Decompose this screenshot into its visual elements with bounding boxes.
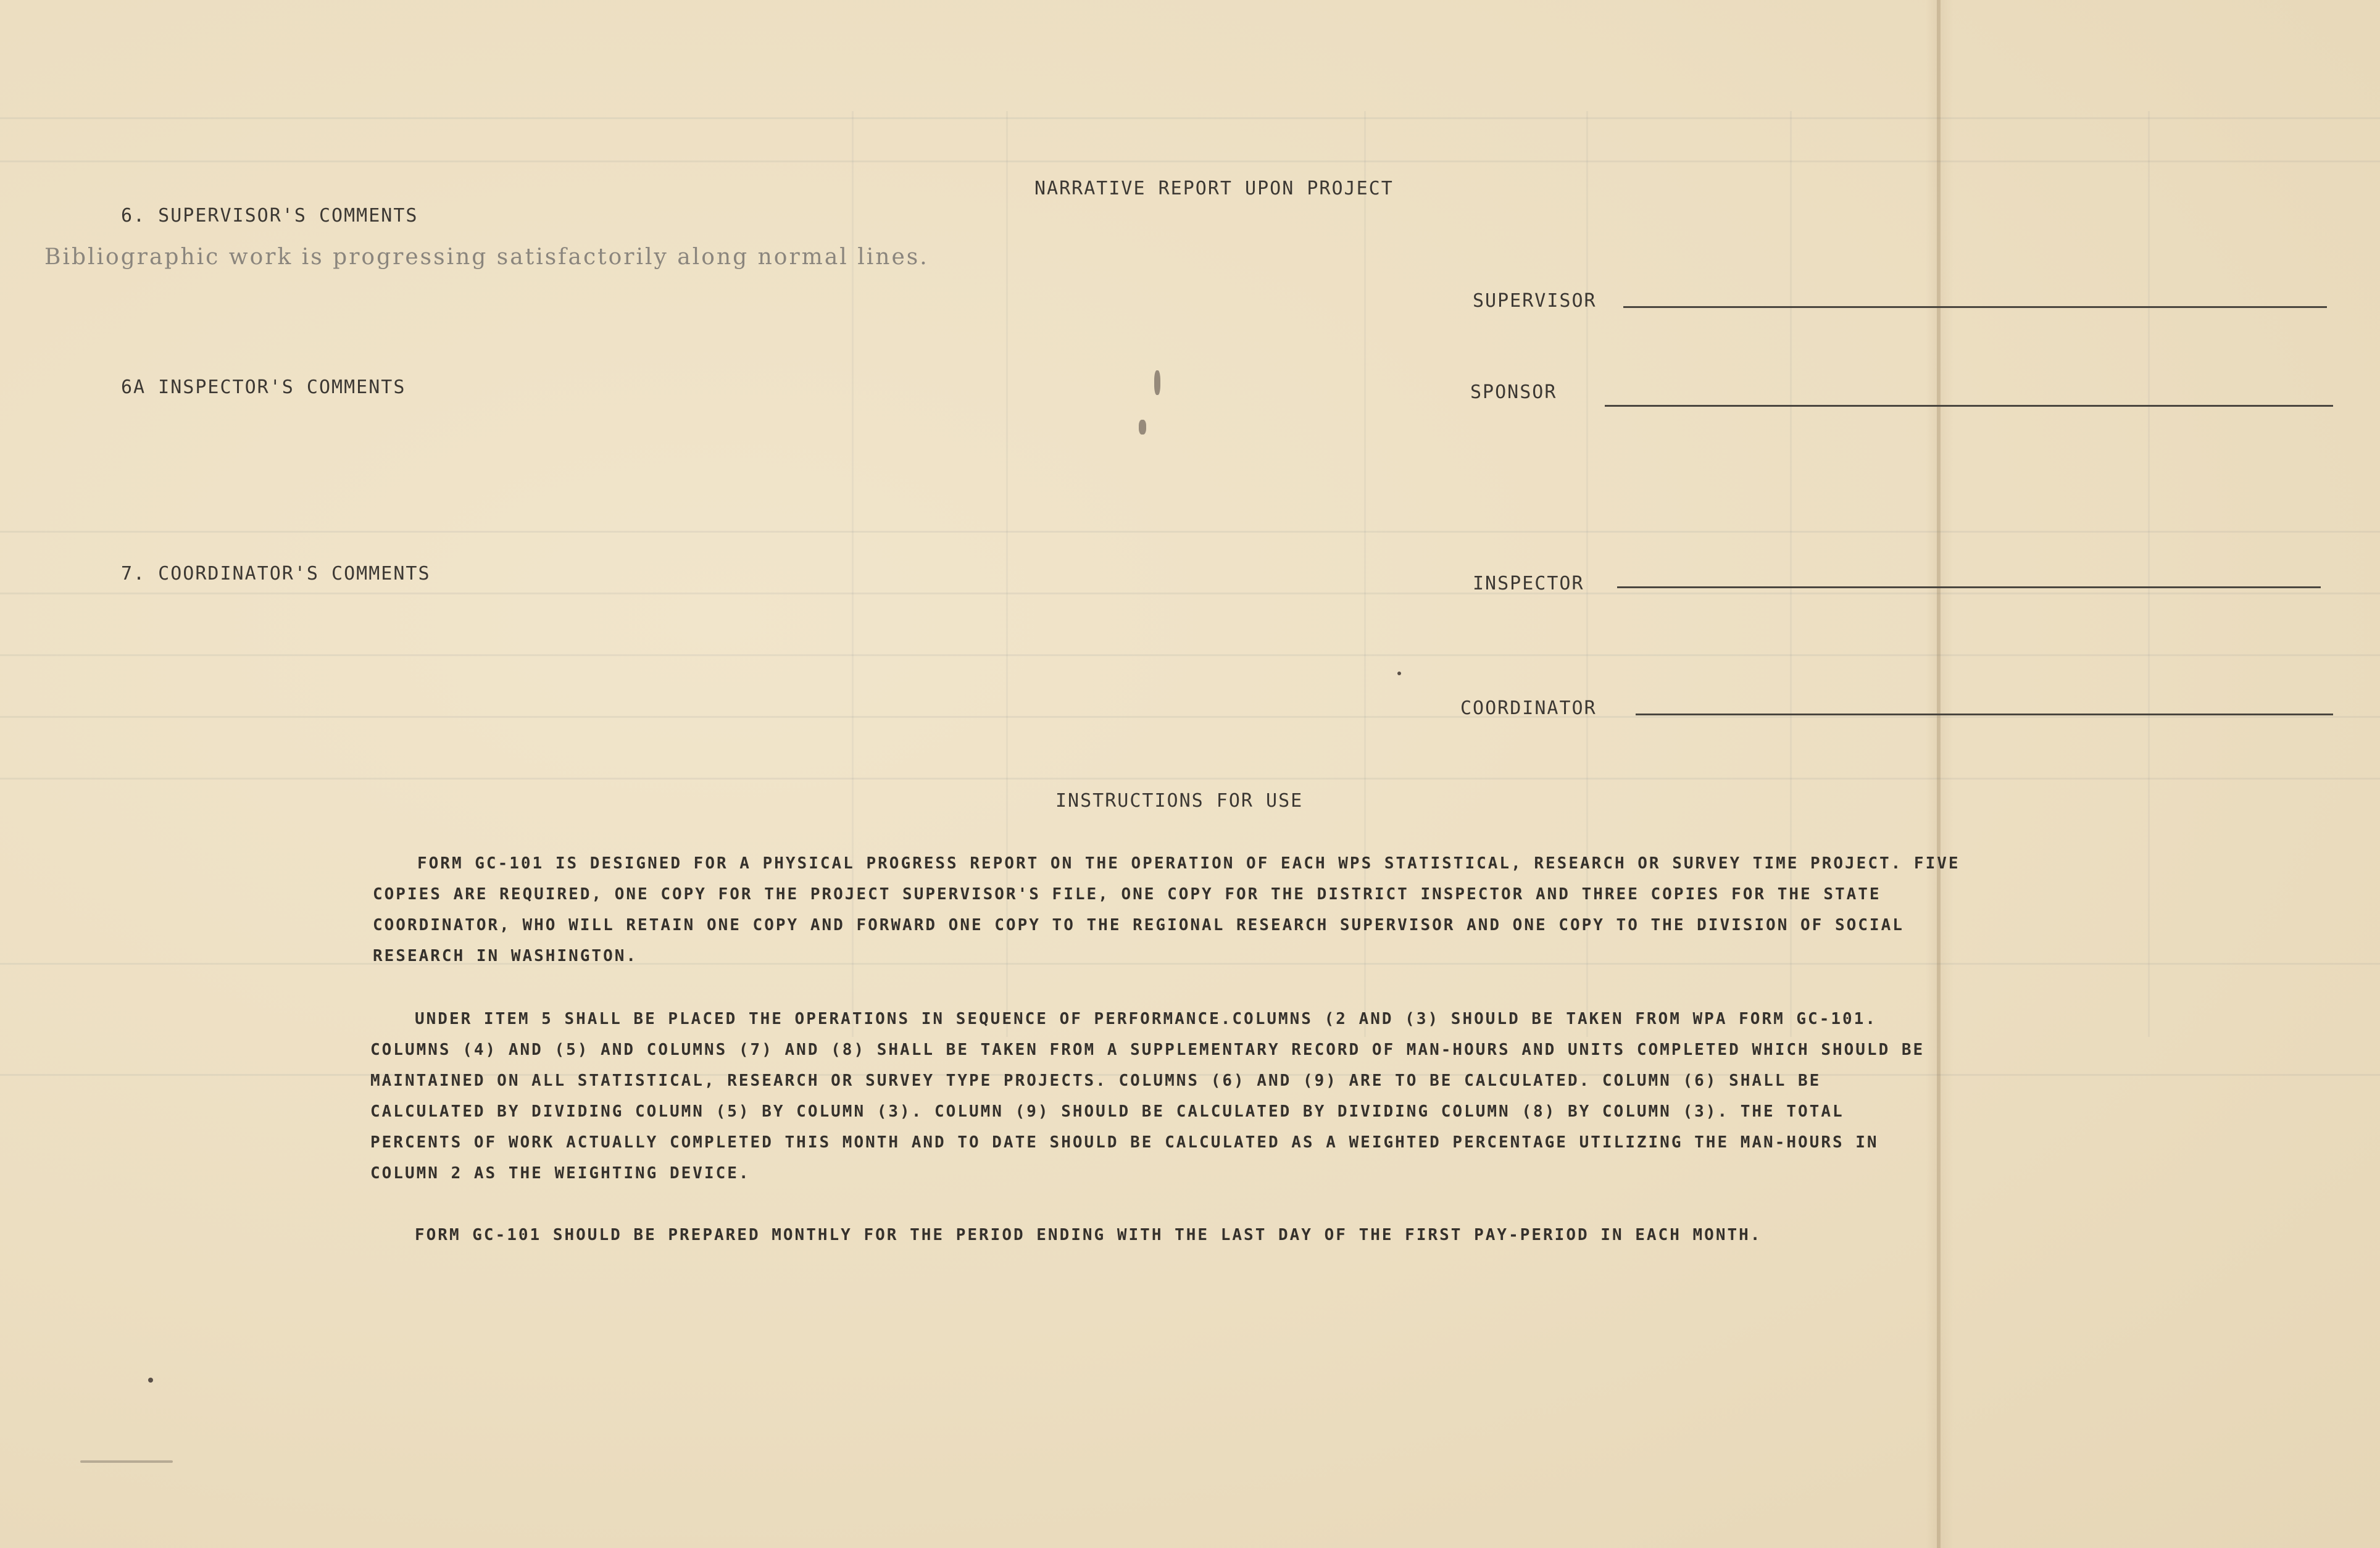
show-through-line — [0, 778, 2380, 780]
paper-speck — [80, 1460, 173, 1463]
inspector-signature-label: INSPECTOR — [1473, 573, 1584, 594]
page-title: NARRATIVE REPORT UPON PROJECT — [1034, 178, 1394, 199]
show-through-line — [0, 716, 2380, 718]
coordinator-signature-label: COORDINATOR — [1460, 697, 1597, 719]
sponsor-signature-label: SPONSOR — [1470, 381, 1557, 403]
coordinator-comments-label: 7. COORDINATOR'S COMMENTS — [121, 563, 431, 585]
supervisor-comments-label: 6. SUPERVISOR'S COMMENTS — [121, 205, 418, 227]
instructions-paragraph-3: FORM GC-101 SHOULD BE PREPARED MONTHLY FOR THE PERIOD ENDING WITH THE LAST DAY OF THE FIRST PAY-PERIOD IN EACH MONTH. — [415, 1226, 1762, 1244]
show-through-line — [0, 160, 2380, 162]
paper-speck — [1397, 672, 1401, 675]
show-through-line — [2148, 111, 2150, 1037]
paper-fold — [1937, 0, 1941, 1548]
paper-speck — [148, 1378, 153, 1383]
show-through-line — [0, 654, 2380, 656]
inspector-signature-line[interactable] — [1617, 586, 2321, 588]
coordinator-signature-line[interactable] — [1636, 714, 2333, 715]
supervisor-comment-text: Bibliographic work is progressing satisfactorily along normal lines. — [44, 244, 929, 270]
instructions-paragraph-2: UNDER ITEM 5 SHALL BE PLACED THE OPERATIONS IN SEQUENCE OF PERFORMANCE.COLUMNS (2 AND (3) SHOULD BE TAKEN FROM WPA FORM GC-101. COLUMNS (4) AND (5) AND COLUMNS (7) AND (8) SHALL BE TAKEN FROM A SUPPLEMENTARY RECORD OF MAN-HOURS AND UNITS COMPLETED WHICH SHOULD BE MAINTAINED ON ALL STATISTICAL, RESEARCH OR SURVEY TYPE PROJECTS. COLUMNS (6) AND (9) ARE TO BE CALCULATED. COLUMN (6) SHALL BE CALCULATED BY DIVIDING COLUMN (5) BY COLUMN (3). COLUMN (9) SHOULD BE CALCULATED BY DIVIDING COLUMN (8) BY COLUMN (3). THE TOTAL PERCENTS OF WORK ACTUALLY COMPLETED THIS MONTH AND TO DATE SHOULD BE CALCULATED AS A WEIGHTED PERCENTAGE UTILIZING THE MAN-HOURS IN COLUMN 2 AS THE WEIGHTING DEVICE. — [370, 1010, 1925, 1183]
show-through-line — [0, 531, 2380, 533]
paper-speck — [1154, 370, 1160, 395]
supervisor-signature-label: SUPERVISOR — [1473, 290, 1597, 312]
instructions-heading: INSTRUCTIONS FOR USE — [1055, 790, 1304, 812]
supervisor-signature-line[interactable] — [1623, 306, 2327, 308]
instructions-paragraph-1: FORM GC-101 IS DESIGNED FOR A PHYSICAL PROGRESS REPORT ON THE OPERATION OF EACH WPS STATISTICAL, RESEARCH OR SURVEY TIME PROJECT. FIVE COPIES ARE REQUIRED, ONE COPY FOR THE PROJECT SUPERVISOR'S FILE, ONE COPY FOR THE DISTRICT INSPECTOR AND THREE COPIES FOR THE STATE COORDINATOR, WHO WILL RETAIN ONE COPY AND FORWARD ONE COPY TO THE REGIONAL RESEARCH SUPERVISOR AND ONE COPY TO THE DIVISION OF SOCIAL RESEARCH IN WASHINGTON. — [373, 854, 1960, 965]
show-through-line — [0, 593, 2380, 594]
paper-speck — [1139, 420, 1146, 435]
show-through-line — [0, 117, 2380, 119]
inspector-comments-label: 6A INSPECTOR'S COMMENTS — [121, 377, 406, 398]
sponsor-signature-line[interactable] — [1605, 405, 2333, 407]
